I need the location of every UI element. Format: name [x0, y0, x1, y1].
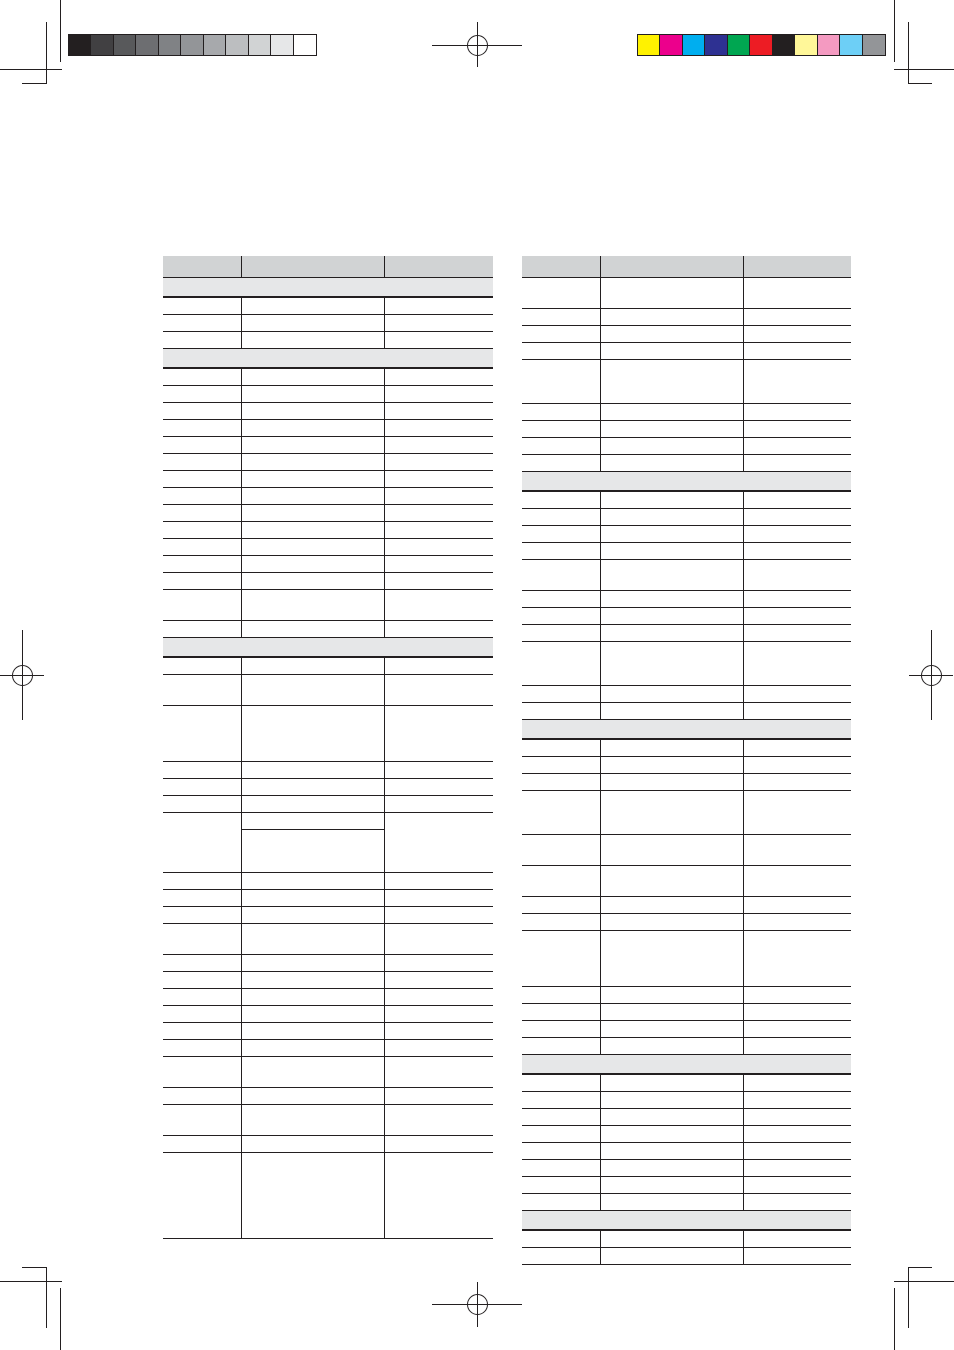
table-row: [163, 907, 493, 924]
table-row: [522, 1038, 851, 1055]
table-row: [163, 1136, 493, 1153]
table-row: [522, 1109, 851, 1126]
table-row: [163, 1040, 493, 1057]
table-row: [522, 491, 851, 509]
color-swatch: [728, 35, 750, 55]
table-row: [163, 437, 493, 454]
table-row: [163, 420, 493, 437]
color-swatch: [773, 35, 795, 55]
spec-table-left: [163, 256, 493, 1239]
table-row: [163, 556, 493, 573]
table-row: [522, 1160, 851, 1177]
grayscale-swatch: [136, 35, 158, 55]
table-row: [163, 1153, 493, 1239]
table-row: [163, 1057, 493, 1088]
table-row: [522, 625, 851, 642]
color-swatch: [683, 35, 705, 55]
table-row: [522, 278, 851, 309]
table-row: [522, 1004, 851, 1021]
table-row: [163, 890, 493, 907]
table-row: [522, 835, 851, 866]
table-row: [163, 989, 493, 1006]
table-row: [522, 404, 851, 421]
table-row: [163, 1088, 493, 1105]
table-row: [522, 1248, 851, 1265]
table-row: [163, 454, 493, 471]
table-row: [163, 505, 493, 522]
color-swatch: [750, 35, 772, 55]
column-header-row: [163, 256, 493, 278]
grayscale-swatch: [204, 35, 226, 55]
table-row: [163, 813, 493, 830]
table-row: [163, 297, 493, 315]
table-row: [522, 642, 851, 686]
section-header-row: [522, 472, 851, 492]
section-header-row: [163, 349, 493, 369]
color-bar: [637, 34, 886, 56]
grayscale-bar: [68, 34, 317, 56]
table-row: [522, 866, 851, 897]
table-row: [522, 509, 851, 526]
table-row: [163, 675, 493, 706]
section-header-row: [163, 278, 493, 298]
table-row: [522, 421, 851, 438]
table-row: [163, 955, 493, 972]
table-row: [163, 1105, 493, 1136]
table-row: [522, 543, 851, 560]
table-row: [163, 621, 493, 638]
table-row: [522, 931, 851, 987]
table-row: [163, 873, 493, 890]
table-row: [522, 1021, 851, 1038]
table-row: [522, 987, 851, 1004]
column-header-row: [522, 256, 851, 278]
color-swatch: [638, 35, 660, 55]
grayscale-swatch: [69, 35, 91, 55]
table-row: [163, 1023, 493, 1040]
table-row: [522, 326, 851, 343]
table-row: [163, 488, 493, 505]
section-header-row: [163, 638, 493, 658]
color-swatch: [795, 35, 817, 55]
table-row: [163, 972, 493, 989]
table-row: [522, 1230, 851, 1248]
table-row: [522, 560, 851, 591]
table-row: [522, 739, 851, 757]
color-swatch: [863, 35, 885, 55]
table-row: [522, 608, 851, 625]
table-row: [163, 657, 493, 675]
table-row: [163, 779, 493, 796]
grayscale-swatch: [114, 35, 136, 55]
section-header-row: [522, 720, 851, 740]
grayscale-swatch: [226, 35, 248, 55]
table-row: [163, 386, 493, 403]
table-row: [522, 455, 851, 472]
color-swatch: [818, 35, 840, 55]
table-row: [163, 590, 493, 621]
table-row: [163, 403, 493, 420]
table-row: [522, 686, 851, 703]
table-row: [163, 471, 493, 488]
table-row: [522, 774, 851, 791]
grayscale-swatch: [271, 35, 293, 55]
section-header-row: [522, 1055, 851, 1075]
grayscale-swatch: [159, 35, 181, 55]
color-swatch: [705, 35, 727, 55]
table-row: [522, 914, 851, 931]
table-row: [163, 315, 493, 332]
table-row: [522, 791, 851, 835]
color-swatch: [660, 35, 682, 55]
table-row: [522, 1143, 851, 1160]
table-row: [522, 591, 851, 608]
table-row: [163, 522, 493, 539]
table-row: [163, 762, 493, 779]
table-row: [163, 332, 493, 349]
table-row: [163, 573, 493, 590]
table-row: [522, 438, 851, 455]
table-row: [163, 539, 493, 556]
spec-table-right: [522, 256, 851, 1265]
table-row: [163, 368, 493, 386]
grayscale-swatch: [181, 35, 203, 55]
table-row: [522, 1177, 851, 1194]
table-row: [163, 924, 493, 955]
table-row: [522, 703, 851, 720]
section-header-row: [522, 1211, 851, 1231]
table-row: [522, 1074, 851, 1092]
table-row: [522, 309, 851, 326]
table-row: [522, 343, 851, 360]
table-row: [163, 706, 493, 762]
table-row: [163, 796, 493, 813]
table-row: [522, 1194, 851, 1211]
table-row: [522, 757, 851, 774]
table-row: [522, 1092, 851, 1109]
grayscale-swatch: [91, 35, 113, 55]
grayscale-swatch: [249, 35, 271, 55]
table-row: [522, 526, 851, 543]
table-row: [522, 1126, 851, 1143]
table-row: [522, 897, 851, 914]
grayscale-swatch: [294, 35, 316, 55]
table-row: [522, 360, 851, 404]
color-swatch: [840, 35, 862, 55]
table-row: [163, 1006, 493, 1023]
